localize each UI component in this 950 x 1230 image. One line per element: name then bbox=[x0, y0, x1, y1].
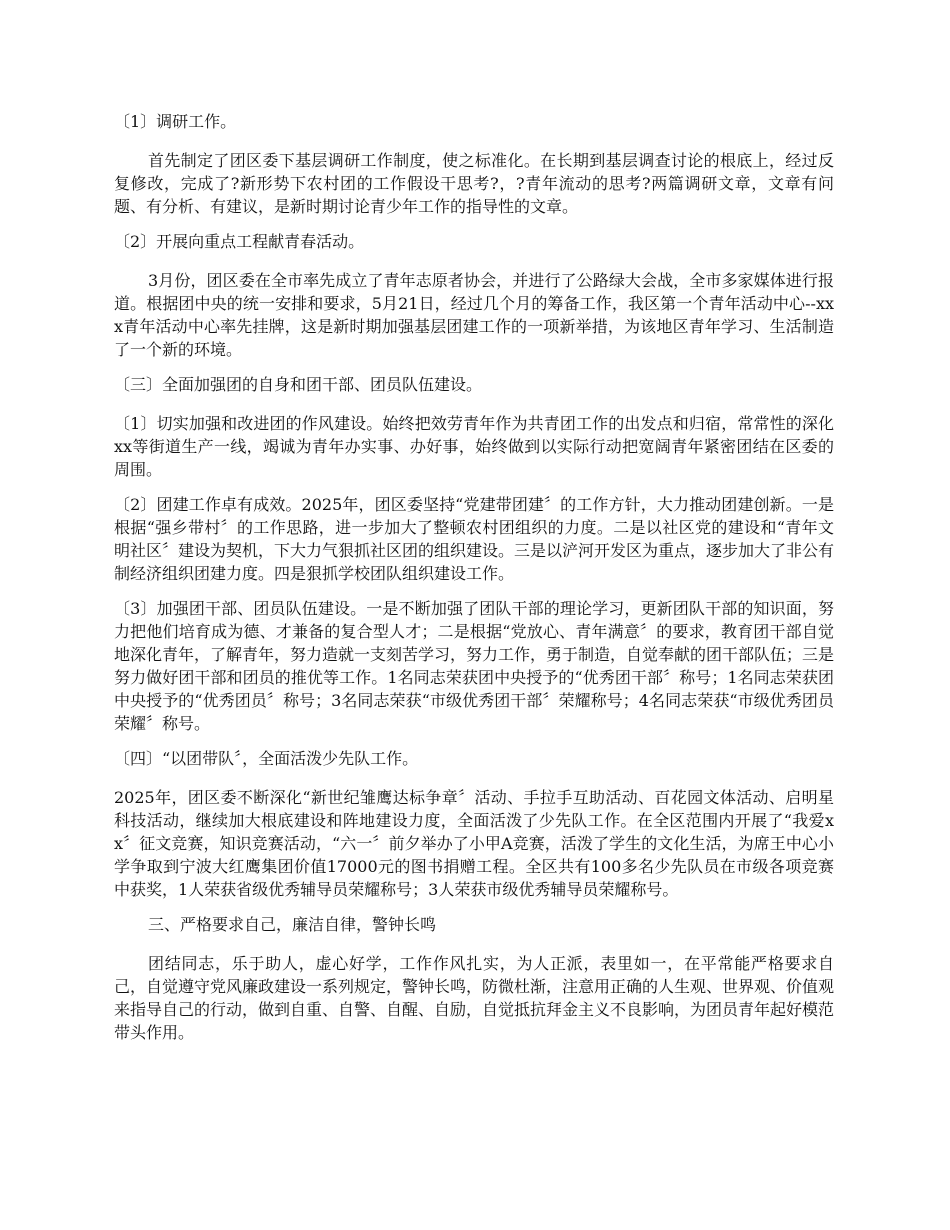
heading-self-discipline: 三、严格要求自己，廉洁自律，警钟长鸣 bbox=[148, 915, 437, 934]
paragraph-cadre-building: 〔3〕加强团干部、团员队伍建设。一是不断加强了团队干部的理论学习，更新团队干部的知识面，努力把他们培育成为德、才兼备的复合型人才；二是根据“党放心、青年满意〞的要求，教育团干部自觉地深化青年，了解青年，努力造就一支刻苦学习，努力工作，勇于制造，自觉奉献的团干部队伍；三是努力做好团干部和团员的推优等工作。1名同志荣获团中央授予的“优秀团干部〞称号；1名同志荣获团中央授予的“优秀团员〞称号；3名同志荣获“市级优秀团干部〞荣耀称号；4名同志荣获“市级优秀团员荣耀〞称号。 bbox=[114, 599, 835, 733]
heading-key-project: 〔2〕开展向重点工程献青春活动。 bbox=[114, 232, 365, 251]
paragraph-pioneers: 2025年，团区委不断深化“新世纪雏鹰达标争章〞活动、手拉手互助活动、百花园文体活动、启明星科技活动，继续加大根底建设和阵地建设力度，全面活泼了少先队工作。在全区范围内开展了“我爱xx〞征文竞赛，知识竞赛活动，“六一〞前夕举办了小甲A竞赛，活泼了学生的文化生活，为席王中心小学争取到宁波大红鹰集团价值17000元的图书捐赠工程。全区共有100多名少先队员在市级各项竞赛中获奖，1人荣获省级优秀辅导员荣耀称号；3人荣获市级优秀辅导员荣耀称号。 bbox=[114, 788, 834, 899]
paragraph-key-project: 3月份，团区委在全市率先成立了青年志原者协会，并进行了公路绿大会战，全市多家媒体进行报道。根据团中央的统一安排和要求，5月21日，经过几个月的筹备工作，我区第一个青年活动中心--xxx青年活动中心率先挂牌，这是新时期加强基层团建工作的一项新举措，为该地区青年学习、生活制造了一个新的环境。 bbox=[114, 271, 834, 359]
paragraph-self-discipline: 团结同志，乐于助人，虚心好学，工作作风扎实，为人正派，表里如一，在平常能严格要求自己，自觉遵守党风廉政建设一系列规定，警钟长鸣，防微杜渐，注意用正确的人生观、世界观、价值观来指导自己的行动，做到自重、自警、自醒、自励，自觉抵抗拜金主义不良影响，为团员青年起好模范带头作用。 bbox=[114, 954, 835, 1042]
paragraph-research-work: 首先制定了团区委下基层调研工作制度，使之标准化。在长期到基层调查讨论的根底上，经过反复修改，完成了?新形势下农村团的工作假设干思考?，?青年流动的思考?两篇调研文章，文章有问题、有分析、有建议，是新时期讨论青少年工作的指导性的文章。 bbox=[114, 151, 834, 216]
heading-pioneers: 〔四〕“以团带队〞，全面活泼少先队工作。 bbox=[114, 749, 419, 768]
heading-research-work: 〔1〕调研工作。 bbox=[114, 112, 237, 131]
paragraph-league-building: 〔2〕团建工作卓有成效。2025年，团区委坚持“党建带团建〞的工作方针，大力推动团建创新。一是根据“强乡带村〞的工作思路，进一步加大了整顿农村团组织的力度。二是以社区党的建设和“青年文明社区〞建设为契机，下大力气狠抓社区团的组织建设。三是以浐河开发区为重点，逐步加大了非公有制经济组织团建力度。四是狠抓学校团队组织建设工作。 bbox=[114, 495, 835, 583]
document-body bbox=[114, 110, 834, 1044]
paragraph-work-style: 〔1〕切实加强和改进团的作风建设。始终把效劳青年作为共青团工作的出发点和归宿，常常性的深化xx等街道生产一线，竭诚为青年办实事、办好事，始终做到以实际行动把宽阔青年紧密团结在区委的周围。 bbox=[114, 414, 834, 479]
heading-team-building: 〔三〕全面加强团的自身和团干部、团员队伍建设。 bbox=[114, 375, 483, 394]
